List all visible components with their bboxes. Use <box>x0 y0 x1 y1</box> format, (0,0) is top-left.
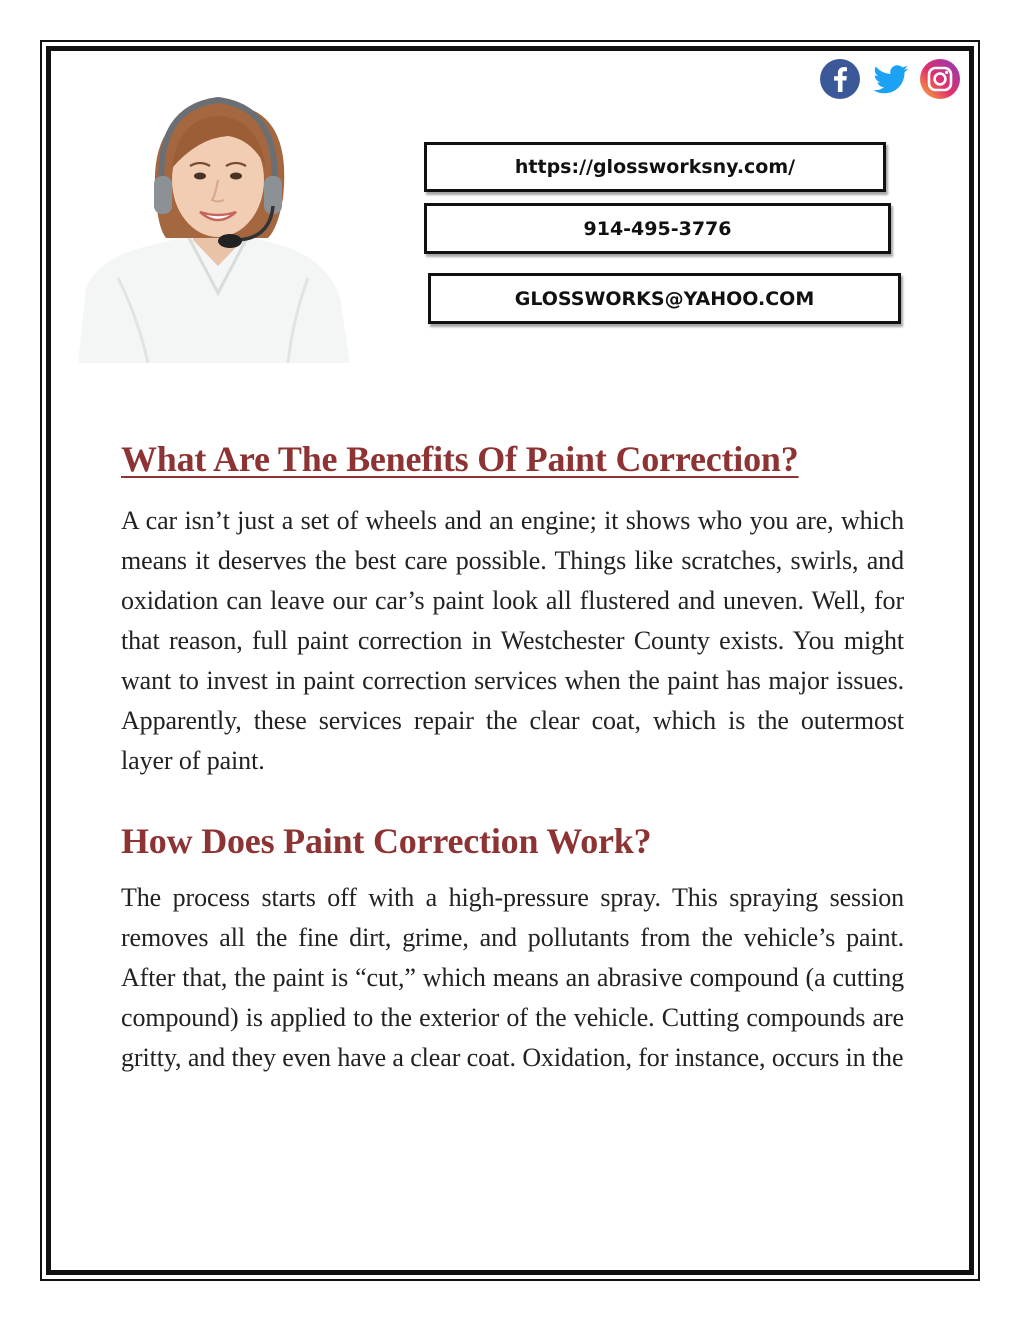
article <box>121 436 904 1078</box>
phone-box[interactable] <box>424 203 891 254</box>
website-box[interactable] <box>424 142 886 192</box>
article-heading-how-it-works: How Does Paint Correction Work? <box>121 821 652 861</box>
twitter-icon[interactable] <box>869 58 911 100</box>
website-link[interactable]: https://glossworksny.com/ <box>514 156 796 178</box>
article-paragraph-benefits: A car isn’t just a set of wheels and an engine; it shows who you are, which means it deserves the best care possible. Things like scratches, swirls, and oxidation can leave our car’s paint look all flustered and uneven. Well, for that reason, full paint correction in Westchester County exists. You might want to invest in paint correction services when the paint has major issues. Apparently, these services repair the clear coat, which is the outermost layer of paint. <box>121 506 904 775</box>
instagram-icon[interactable] <box>919 58 961 100</box>
support-agent-photo <box>78 88 350 363</box>
article-paragraph-how-it-works: The process starts off with a high-pressure spray. This spraying session removes all the fine dirt, grime, and pollutants from the vehicle’s paint. After that, the paint is “cut,” which means an abrasive compound (a cutting compound) is applied to the exterior of the vehicle. Cutting compounds are gritty, and they even have a clear coat. Oxidation, for instance, occurs in the <box>121 883 904 1072</box>
social-links <box>819 58 961 100</box>
email-address[interactable]: GLOSSWORKS@YAHOO.COM <box>514 287 815 310</box>
email-box[interactable] <box>428 273 901 324</box>
article-heading-benefits: What Are The Benefits Of Paint Correction? <box>121 439 799 479</box>
phone-number[interactable]: 914-495-3776 <box>583 217 732 240</box>
facebook-icon[interactable] <box>819 58 861 100</box>
